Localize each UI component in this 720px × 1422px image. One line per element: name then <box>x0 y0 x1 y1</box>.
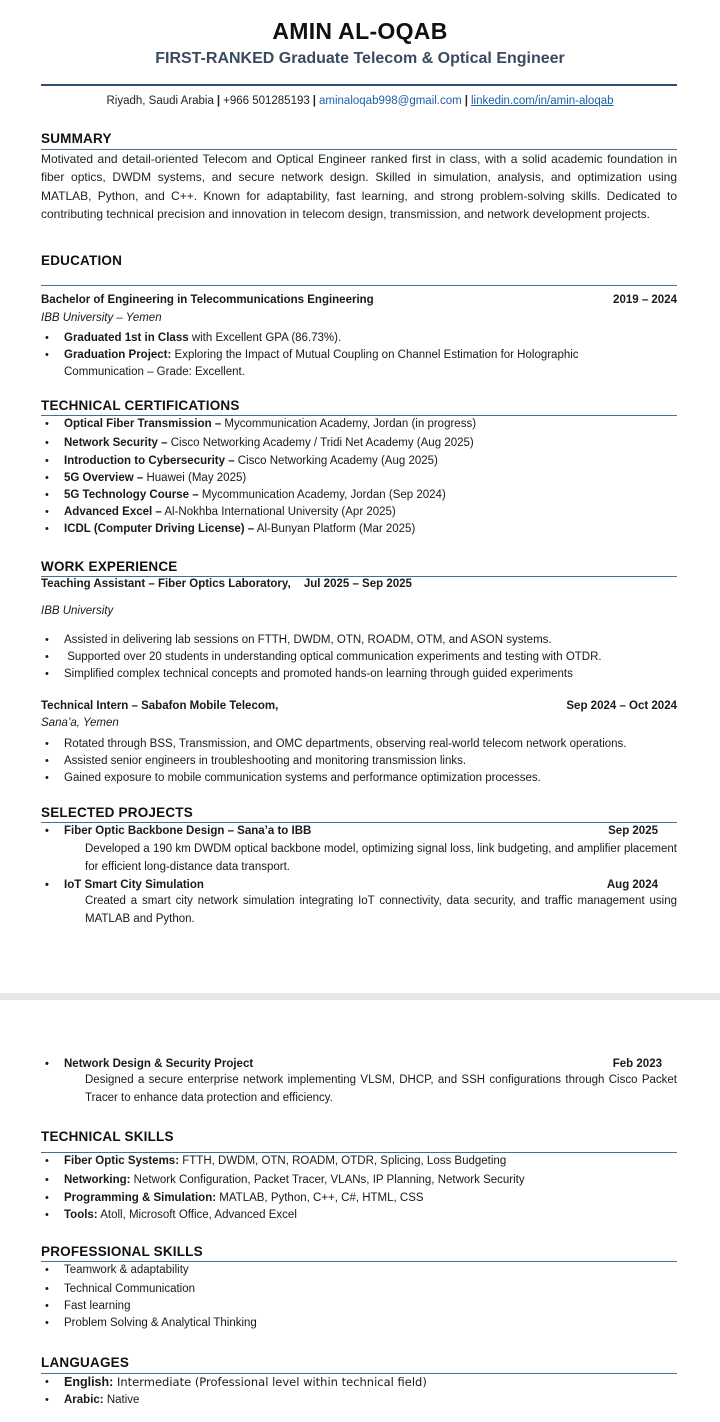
bullet: • <box>45 668 49 680</box>
separator: | <box>312 95 316 107</box>
project-item <box>41 823 677 840</box>
job-role: Technical Intern – Sabafon Mobile Telecom, <box>41 700 279 712</box>
item-label: Programming & Simulation: <box>64 1192 217 1204</box>
job-title-row <box>41 700 677 712</box>
separator: | <box>216 95 221 107</box>
degree-name: Bachelor of Engineering in Telecommunications Engineering <box>41 294 374 306</box>
item-text: Assisted in delivering lab sessions on FTTH, DWDM, OTN, ROADM, OTM, and ASON systems. <box>64 634 552 646</box>
project-date: Feb 2023 <box>612 1058 662 1070</box>
item-text: Fast learning <box>64 1300 131 1312</box>
resume-page-2 <box>0 1000 720 1422</box>
education-heading: EDUCATION <box>41 253 123 268</box>
bullet: • <box>45 879 49 891</box>
list-item <box>41 470 677 487</box>
list-item <box>41 347 677 381</box>
list-item <box>41 504 677 521</box>
summary-text: Motivated and detail-oriented Telecom and Optical Engineer ranked first in class, with a solid academic foundation in fiber optics, DWDM systems, and secure network design. Skilled in simulation, analysis, and optimization using MATLAB, Python, and C++. Known for adaptability, fast learning, and strong problem-solving skills. Dedicated to contributing technical precision and innovation in telecom design, transmission, and network development projects. <box>41 152 677 221</box>
list-item <box>41 770 677 787</box>
list-item <box>41 487 677 504</box>
item-text: Al-Nokhba International University (Apr 2025) <box>161 506 396 518</box>
list-item <box>41 1262 677 1279</box>
project-date: Sep 2025 <box>608 825 658 837</box>
bullet: • <box>45 1376 49 1388</box>
certifications-heading: TECHNICAL CERTIFICATIONS <box>41 398 240 413</box>
pro-skills-heading: PROFESSIONAL SKILLS <box>41 1244 203 1259</box>
item-text: Huawei (May 2025) <box>143 472 247 484</box>
item-label: Tools: <box>64 1209 98 1221</box>
experience-heading: WORK EXPERIENCE <box>41 559 178 574</box>
page-break <box>0 993 720 1000</box>
project-title: IoT Smart City Simulation <box>64 879 204 891</box>
list-item <box>41 666 677 683</box>
item-text: FTTH, DWDM, OTN, ROADM, OTDR, Splicing, Loss Budgeting <box>179 1155 507 1167</box>
section-divider <box>41 576 677 577</box>
linkedin-link[interactable]: linkedin.com/in/amin-aloqab <box>470 95 614 107</box>
item-label: Graduated 1st in Class <box>64 332 189 344</box>
bullet: • <box>45 349 49 361</box>
job-dates: Sep 2024 – Oct 2024 <box>566 700 677 712</box>
bullet: • <box>45 651 49 663</box>
summary-heading: SUMMARY <box>41 131 112 146</box>
separator: | <box>464 95 468 107</box>
education-dates: 2019 – 2024 <box>613 294 677 306</box>
item-label: Advanced Excel – <box>64 506 162 518</box>
languages-heading: LANGUAGES <box>41 1355 130 1370</box>
candidate-name: AMIN AL-OQAB <box>272 18 448 44</box>
bullet: • <box>45 1317 49 1329</box>
list-item <box>41 1207 677 1224</box>
project-description: Designed a secure enterprise network implementing VLSM, DHCP, and SSH configurations through Cisco Packet Tracer to enhance data protection and efficiency. <box>85 1074 677 1104</box>
project-date: Aug 2024 <box>606 879 658 891</box>
item-text: Simplified complex technical concepts and promoted hands-on learning through guided experiments <box>64 668 573 680</box>
project-description: Developed a 190 km DWDM optical backbone model, optimizing signal loss, link budgeting, and amplifier placement for efficient long-distance data transport. <box>85 843 677 873</box>
item-label: Introduction to Cybersecurity – <box>64 455 235 467</box>
item-label: Arabic: <box>64 1394 104 1406</box>
list-item <box>41 1172 677 1189</box>
email-link[interactable]: aminaloqab998@gmail.com <box>319 95 462 107</box>
section-divider <box>41 285 677 286</box>
item-label: Network Security – <box>64 437 168 449</box>
job-org: IBB University <box>41 605 114 617</box>
item-label: Graduation Project: <box>64 349 172 361</box>
bullet: • <box>45 1264 49 1276</box>
item-text: Exploring the Impact of Mutual Coupling on Channel Estimation for Holographic Communication – Grade: Excellent. <box>64 349 579 378</box>
item-text: Rotated through BSS, Transmission, and OMC departments, observing real-world telecom network operations. <box>64 738 627 750</box>
item-label: Fiber Optic Systems: <box>64 1155 180 1167</box>
item-label: English: <box>64 1375 114 1389</box>
item-text: Intermediate (Professional level within technical field) <box>113 1375 427 1389</box>
list-item <box>41 1281 677 1298</box>
bullet: • <box>45 437 49 449</box>
education-degree-row <box>41 294 677 306</box>
bullet: • <box>45 1394 49 1406</box>
list-item <box>41 1392 677 1409</box>
project-title: Network Design & Security Project <box>64 1058 254 1070</box>
list-item <box>41 753 677 770</box>
phone-text: +966 501285193 <box>223 95 310 107</box>
item-label: Optical Fiber Transmission – <box>64 418 222 430</box>
item-text: Assisted senior engineers in troubleshooting and monitoring transmission links. <box>64 755 467 767</box>
bullet: • <box>45 1283 49 1295</box>
job-dates: Jul 2025 – Sep 2025 <box>303 578 412 590</box>
bullet: • <box>45 1192 49 1204</box>
list-item <box>41 1374 677 1391</box>
bullet: • <box>45 1209 49 1221</box>
bullet: • <box>45 1300 49 1312</box>
item-text: MATLAB, Python, C++, C#, HTML, CSS <box>216 1192 424 1204</box>
bullet: • <box>45 1174 49 1186</box>
list-item <box>41 1315 677 1332</box>
item-text: Network Configuration, Packet Tracer, VLANs, IP Planning, Network Security <box>130 1174 525 1186</box>
job-org: Sana’a, Yemen <box>41 717 119 729</box>
bullet: • <box>45 1155 49 1167</box>
list-item <box>41 1153 677 1170</box>
list-item <box>41 453 677 470</box>
location-text: Riyadh, Saudi Arabia <box>106 95 214 107</box>
item-text: Teamwork & adaptability <box>64 1264 189 1276</box>
list-item <box>41 1190 677 1207</box>
item-label: ICDL (Computer Driving License) – <box>64 523 255 535</box>
item-label: 5G Technology Course – <box>64 489 199 501</box>
bullet: • <box>45 489 49 501</box>
list-item <box>41 736 677 753</box>
item-label: Networking: <box>64 1174 131 1186</box>
list-item <box>41 632 677 649</box>
bullet: • <box>45 772 49 784</box>
list-item <box>41 330 677 347</box>
project-item <box>41 877 677 894</box>
list-item <box>41 435 677 452</box>
item-text: Technical Communication <box>64 1283 196 1295</box>
item-text: with Excellent GPA (86.73%). <box>188 332 342 344</box>
list-item <box>41 649 677 666</box>
job-title-row <box>41 578 677 590</box>
item-text: Mycommunication Academy, Jordan (Sep 2024) <box>198 489 446 501</box>
contact-line <box>0 95 720 107</box>
bullet: • <box>45 523 49 535</box>
bullet: • <box>45 738 49 750</box>
bullet: • <box>45 472 49 484</box>
project-title: Fiber Optic Backbone Design – Sana’a to IBB <box>64 825 312 837</box>
bullet: • <box>45 755 49 767</box>
bullet: • <box>45 455 49 467</box>
item-text: Cisco Networking Academy / Tridi Net Academy (Aug 2025) <box>167 437 474 449</box>
list-item <box>41 521 677 538</box>
list-item <box>41 416 677 433</box>
bullet: • <box>45 332 49 344</box>
bullet: • <box>45 506 49 518</box>
candidate-title: FIRST-RANKED Graduate Telecom & Optical Engineer <box>155 50 565 67</box>
tech-skills-heading: TECHNICAL SKILLS <box>41 1129 174 1144</box>
item-text: Gained exposure to mobile communication systems and performance optimization processes. <box>64 772 541 784</box>
bullet: • <box>45 418 49 430</box>
item-text: Problem Solving & Analytical Thinking <box>64 1317 257 1329</box>
projects-heading: SELECTED PROJECTS <box>41 805 193 820</box>
bullet: • <box>45 634 49 646</box>
item-text: Mycommunication Academy, Jordan (in progress) <box>221 418 477 430</box>
project-item <box>41 1056 677 1073</box>
project-description: Created a smart city network simulation integrating IoT connectivity, data security, and traffic management using MATLAB and Python. <box>85 895 677 925</box>
job-role: Teaching Assistant – Fiber Optics Laboratory, <box>41 578 291 590</box>
item-text: Supported over 20 students in understanding optical communication experiments and testing with OTDR. <box>64 651 602 663</box>
list-item <box>41 1298 677 1315</box>
school-name: IBB University – Yemen <box>41 312 162 324</box>
item-label: 5G Overview – <box>64 472 144 484</box>
item-text: Al-Bunyan Platform (Mar 2025) <box>254 523 416 535</box>
item-text: Atoll, Microsoft Office, Advanced Excel <box>97 1209 297 1221</box>
item-text: Cisco Networking Academy (Aug 2025) <box>234 455 438 467</box>
header-divider <box>41 84 677 86</box>
bullet: • <box>45 1058 49 1070</box>
item-text: Native <box>103 1394 140 1406</box>
bullet: • <box>45 825 49 837</box>
